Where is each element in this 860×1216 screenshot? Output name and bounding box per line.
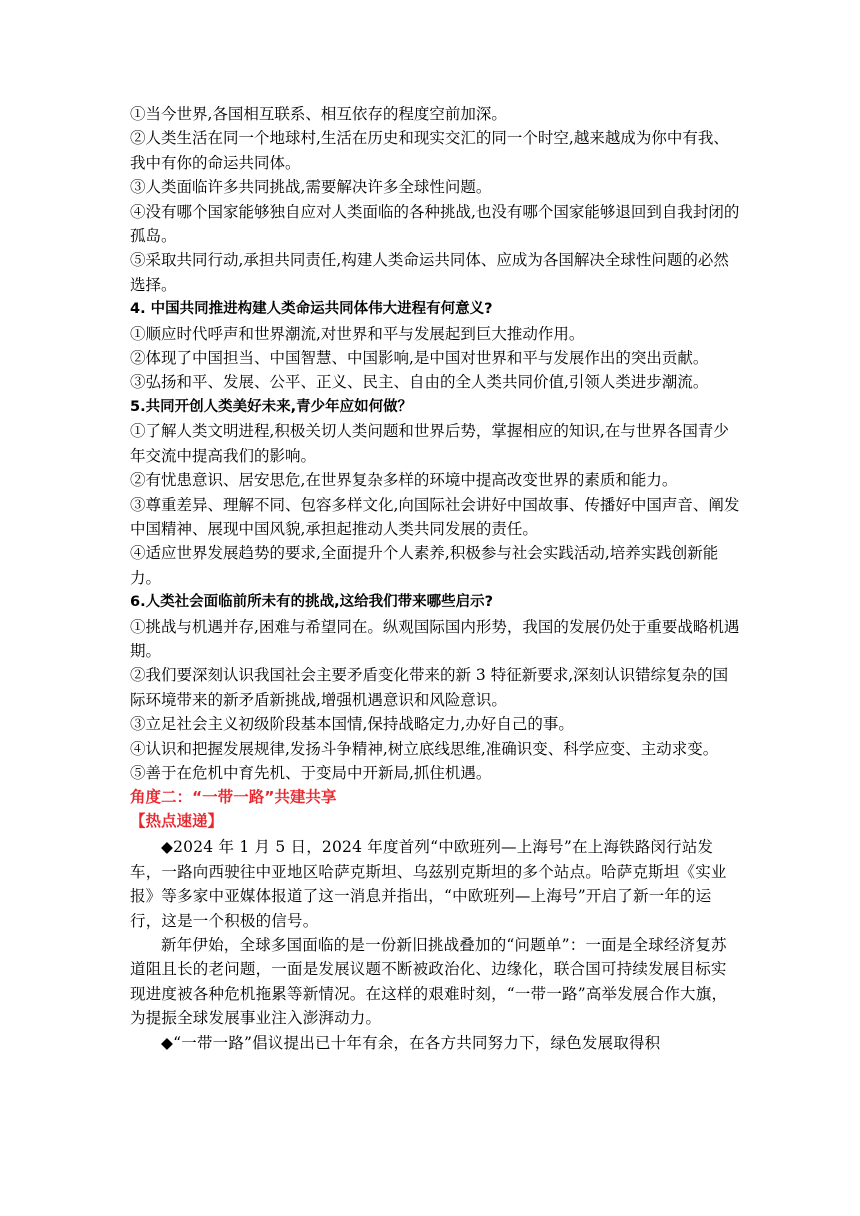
question-6-heading: 6.人类社会面临前所未有的挑战,这给我们带来哪些启示? bbox=[130, 594, 494, 611]
news-paragraph: 新年伊始，全球多国面临的是一份新旧挑战叠加的“问题单”：一面是全球经济复苏道阻且长的老问题，一面是发展议题不断被政治化、边缘化，联合国可持续发展目标实现进度被各种危机拖累等新情况。在这样的艰难时刻，“一带一路”高举发展合作大旗，为提振全球发展事业注入澎湃动力。 bbox=[130, 936, 728, 1028]
news-paragraph: ◆2024 年 1 月 5 日，2024 年度首列“中欧班列—上海号”在上海铁路闵行站发车，一路向西驶往中亚地区哈萨克斯坦、乌兹别克斯坦的多个站点。哈萨克斯坦《实业报》等多家中亚媒体报道了这一消息并指出，“中欧班列—上海号”开启了新一年的运行，这是一个积极的信号。 bbox=[130, 838, 727, 930]
list-item: ③人类面临许多共同挑战,需要解决许多全球性问题。 bbox=[130, 178, 492, 197]
list-item: ②我们要深刻认识我国社会主要矛盾变化带来的新 3 特征新要求,深刻认识错综复杂的国际环境带来的新矛盾新挑战,增强机遇意识和风险意识。 bbox=[130, 666, 729, 709]
list-item: ①顺应时代呼声和世界潮流,对世界和平与发展起到巨大推动作用。 bbox=[130, 324, 585, 343]
question-5-list bbox=[130, 419, 740, 590]
list-item: ②体现了中国担当、中国智慧、中国影响,是中国对世界和平与发展作出的突出贡献。 bbox=[130, 349, 709, 368]
list-item: ③立足社会主义初级阶段基本国情,保持战略定力,办好自己的事。 bbox=[130, 715, 574, 734]
question-6-list bbox=[130, 615, 740, 786]
question-4-heading: 4. 中国共同推进构建人类命运共同体伟大进程有何意义? bbox=[130, 301, 493, 318]
list-item: ②人类生活在同一个地球村,生活在历史和现实交汇的同一个时空,越来越成为你中有我、我中有你的命运共同体。 bbox=[130, 129, 729, 172]
list-item: ④适应世界发展趋势的要求,全面提升个人素养,积极参与社会实践活动,培养实践创新能力。 bbox=[130, 544, 719, 587]
list-item: ⑤善于在危机中育先机、于变局中开新局,抓住机遇。 bbox=[130, 763, 492, 782]
list-item: ①当今世界,各国相互联系、相互依存的程度空前加深。 bbox=[130, 105, 507, 123]
question-5-heading: 5.共同开创人类美好未来,青少年应如何做？ bbox=[130, 398, 413, 415]
list-item: ④认识和把握发展规律,发扬斗争精神,树立底线思维,准确识变、科学应变、主动求变。 bbox=[130, 739, 719, 758]
list-item: ①了解人类文明进程,积极关切人类问题和世界后势，掌握相应的知识,在与世界各国青少年交流中提高我们的影响。 bbox=[130, 422, 729, 465]
document-content bbox=[130, 102, 740, 1055]
news-paragraph: ◆“一带一路”倡议提出已十年有余，在各方共同努力下，绿色发展取得积 bbox=[161, 1033, 661, 1052]
list-item: ③尊重差异、理解不同、包容多样文化,向国际社会讲好中国故事、传播好中国声音、阐发中国精神、展现中国风貌,承担起推动人类共同发展的责任。 bbox=[130, 495, 740, 538]
section3-list bbox=[130, 102, 740, 297]
list-item: ⑤采取共同行动,承担共同责任,构建人类命运共同体、应成为各国解决全球性问题的必然选择。 bbox=[130, 251, 729, 294]
list-item: ④没有哪个国家能够独自应对人类面临的各种挑战,也没有哪个国家能够退回到自我封闭的孤岛。 bbox=[130, 202, 740, 246]
angle-two-heading: 角度二：“一带一路”共建共享 bbox=[130, 788, 337, 807]
news-section bbox=[130, 835, 740, 1055]
list-item: ③弘扬和平、发展、公平、正义、民主、自由的全人类共同价值,引领人类进步潮流。 bbox=[130, 373, 709, 392]
list-item: ①挑战与机遇并存,困难与希望同在。纵观国际国内形势，我国的发展仍处于重要战略机遇期。 bbox=[130, 617, 740, 660]
hot-news-label: 【热点速递】 bbox=[130, 812, 224, 831]
list-item: ②有忧患意识、居安思危,在世界复杂多样的环境中提高改变世界的素质和能力。 bbox=[130, 471, 678, 490]
question-4-list bbox=[130, 322, 740, 395]
